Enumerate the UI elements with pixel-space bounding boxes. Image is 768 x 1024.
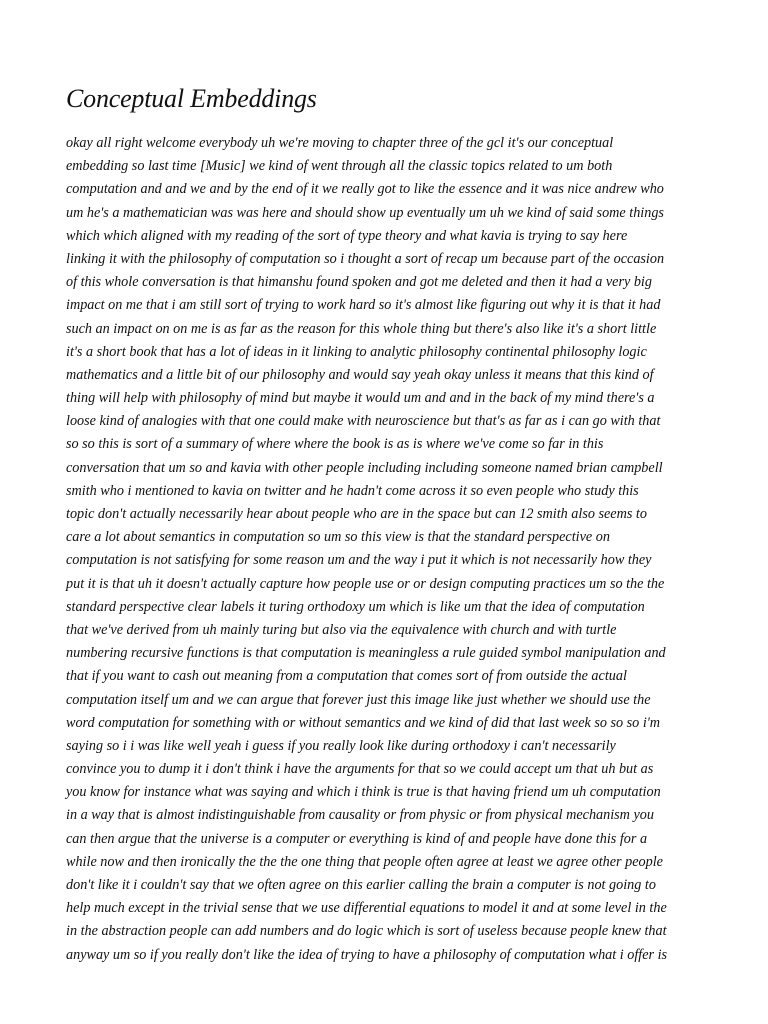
transcript-line: such an impact on on me is as far as the reason for this whole thing but there's also like it's a short little xyxy=(66,320,657,337)
transcript-line: in a way that is almost indistinguishable from causality or from physic or from physical mechanism you xyxy=(66,807,654,824)
transcript-line: linking it with the philosophy of computation so i thought a sort of recap um because part of the occasion xyxy=(66,250,665,267)
transcript-line: you know for instance what was saying and which i think is true is that having friend um uh computation xyxy=(66,784,661,801)
transcript-line: don't like it i couldn't say that we often agree on this earlier calling the brain a computer is not going to xyxy=(66,877,656,893)
transcript-line: okay all right welcome everybody uh we're moving to chapter three of the gcl it's our conceptual xyxy=(66,135,614,151)
document-title: Conceptual Embeddings xyxy=(66,84,317,113)
transcript-line: conversation that um so and kavia with other people including including someone named brian campbell xyxy=(66,459,663,476)
transcript-line: topic don't actually necessarily hear about people who are in the space but can 12 smith also seems to xyxy=(66,506,647,522)
transcript-line: convince you to dump it i don't think i have the arguments for that so we could accept um that uh but as xyxy=(66,761,654,778)
transcript-line: that we've derived from uh mainly turing but also via the equivalence with church and with turtle xyxy=(66,621,617,638)
transcript-line: computation is not satisfying for some reason um and the way i put it which is not necessarily how they xyxy=(66,552,652,569)
transcript-line: which which aligned with my reading of the sort of type theory and what kavia is trying to say here xyxy=(66,227,628,244)
transcript-line: it's a short book that has a lot of ideas in it linking to analytic philosophy continental philosophy logic xyxy=(66,343,647,360)
transcript-line: of this whole conversation is that himanshu found spoken and got me deleted and then it had a very big xyxy=(66,274,652,291)
transcript-line: saying so i i was like well yeah i guess if you really look like during orthodoxy i can't necessarily xyxy=(66,737,616,754)
transcript-line: loose kind of analogies with that one could make with neuroscience but that's as far as i can go with that xyxy=(66,413,661,430)
transcript-line: care a lot about semantics in computation so um so this view is that the standard perspective on xyxy=(66,529,610,546)
transcript-line: help much except in the trivial sense that we use differential equations to model it and at some level in the xyxy=(66,900,667,917)
transcript-line: put it is that uh it doesn't actually capture how people use or or design computing practices um so the the xyxy=(66,575,665,592)
transcript-line: computation and and we and by the end of it we really got to like the essence and it was nice andrew who xyxy=(66,181,664,198)
transcript-line: computation itself um and we can argue that forever just this image like just whether we should use the xyxy=(66,691,651,708)
transcript-line: um he's a mathematician was was here and should show up eventually um uh we kind of said some things xyxy=(66,204,664,221)
transcript-line: smith who i mentioned to kavia on twitter and he hadn't come across it so even people who study this xyxy=(66,482,639,499)
transcript-line: while now and then ironically the the the one thing that people often agree at least we agree other people xyxy=(66,853,663,870)
transcript-line: standard perspective clear labels it turing orthodoxy um which is like um that the idea of computation xyxy=(66,598,645,615)
transcript-line: can then argue that the universe is a computer or everything is kind of and people have done this for a xyxy=(66,830,648,847)
transcript-line: in the abstraction people can add numbers and do logic which is sort of useless because people knew that xyxy=(66,923,667,940)
transcript-line: embedding so last time [Music] we kind of went through all the classic topics related to um both xyxy=(66,158,613,175)
transcript-body xyxy=(66,132,716,967)
transcript-line: word computation for something with or without semantics and we kind of did that last week so so so i'm xyxy=(66,714,661,731)
transcript-line: numbering recursive functions is that computation is meaningless a rule guided symbol manipulation and xyxy=(66,645,666,662)
transcript-line: mathematics and a little bit of our philosophy and would say yeah okay unless it means that this kind of xyxy=(66,366,654,383)
transcript-line: impact on me that i am still sort of trying to work hard so it's almost like figuring out why it is that it had xyxy=(66,297,661,314)
transcript-line: that if you want to cash out meaning from a computation that comes sort of from outside the actual xyxy=(66,668,627,685)
transcript-line: thing will help with philosophy of mind but maybe it would um and and in the back of my mind there's a xyxy=(66,390,655,407)
transcript-line: anyway um so if you really don't like the idea of trying to have a philosophy of computation what i offer is xyxy=(66,946,668,963)
transcript-line: so so this is sort of a summary of where where the book is as is where we've come so far in this xyxy=(66,436,604,453)
